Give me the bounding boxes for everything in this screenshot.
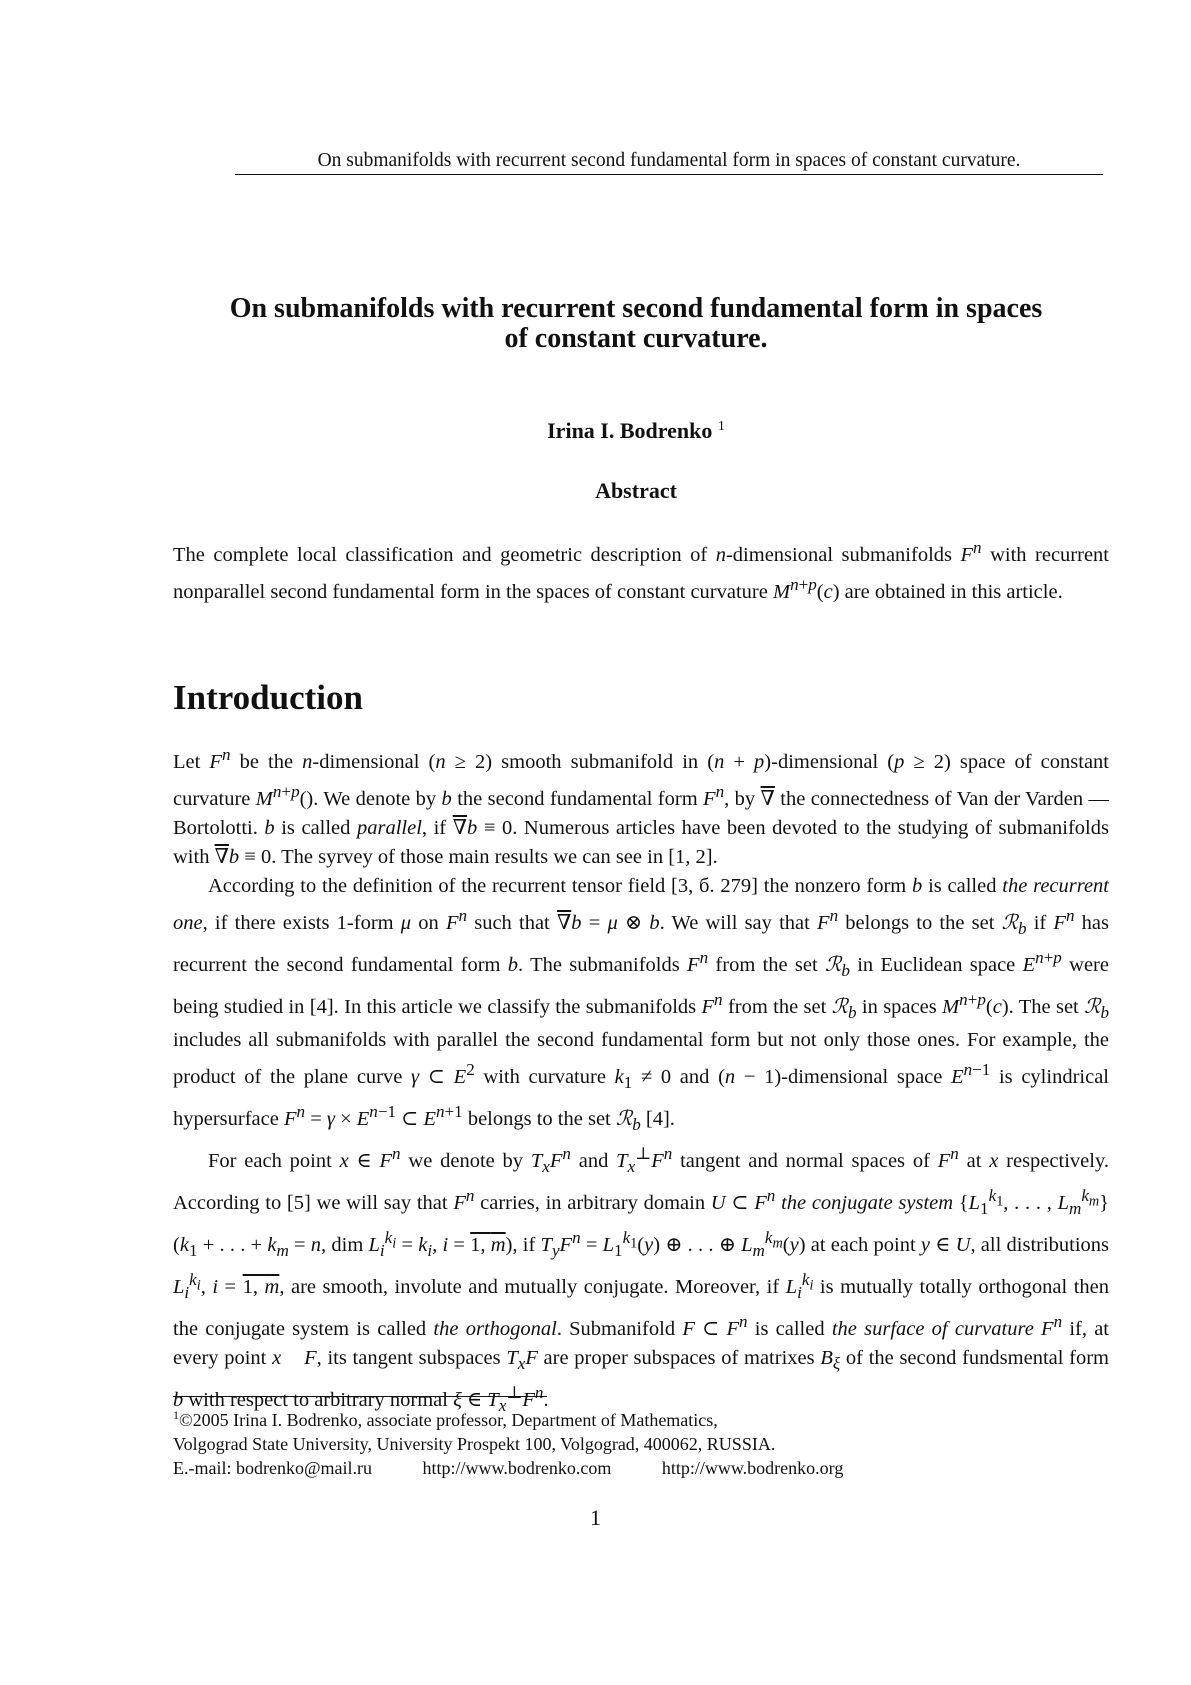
intro-paragraph-1: Let $F^n$ be the n-dimensional (n ≥ 2) smooth submanifold in (n + p)-dimensional (p ≥ 2) space of constant curvature $M^{n+p}()$. We denote by b the second fundamental form $F^n$, by ∇ the connectedness of Van der Varden — Bortolotti. b is called parallel, if ∇b ≡ 0. Numerous articles have been devoted to the studying of submanifolds with ∇b ≡ 0. The syrvey of those main results we can see in [1, 2]. [173,745,1110,868]
abstract-paragraph: The complete local classification and geometric description of n-dimensional submanifolds $F^n$ with recurrent nonparallel second fundamental form in the spaces of constant curvature $M^{n+p}(c)$ are obtained in this article. [173,538,1109,603]
footnote-line-2: Volgograd State University, University Prospekt 100, Volgograd, 400062, RUSSIA. [173,1434,776,1454]
footnote-contacts [173,1456,1109,1480]
intro-paragraph-3: For each point x ∈ $F^n$ we denote by $T_xF^n$ and $T_x^\perp F^n$ tangent and normal spaces of $F^n$ at x respectively. According to [5] we will say that $F^n$ carries, in arbitrary domain U ⊂ $F^n$ the conjugate system {$L_1^{k_1}$, . . . , $L_m^{k_m}$} ($k_1$ + . . . + $k_m = n$, dim $L_i^{k_i} = k_i$, i = 1, m), if $T_yF^n = L_1^{k_1}(y)$ ⊕ . . . ⊕ $L_m^{k_m}(y)$ at each point y ∈ U, all distributions $L_i^{k_i}$, i = 1, m, are smooth, involute and mutually conjugate. Moreover, if $L_i^{k_i}$ is mutually totally orthogonal then the conjugate system is called the orthogonal. Submanifold F ⊂ $F^n$ is called the surface of curvature $F^n$ if, at every point x F, its tangent subspaces $T_xF$ are proper subspaces of matrixes $B_\xi$ of the second fundsmental form b with respect to arbitrary normal ξ ∈ $T_x^\perp F^n$. [173,1144,1110,1415]
footnote-url-1: http://www.bodrenko.com [422,1458,612,1478]
page-number: 1 [590,1505,601,1530]
footnote-rule [173,1396,547,1397]
author-name: Irina I. Bodrenko [547,418,713,443]
abstract-heading: Abstract [595,478,677,503]
title-line-1: On submanifolds with recurrent second fundamental form in spaces [229,293,1043,324]
introduction-body [173,740,1109,1420]
paper-title [160,294,1112,354]
footnote-line-1: $^1$©2005 Irina I. Bodrenko, associate professor, Department of Mathematics, [173,1408,718,1430]
intro-paragraph-2: According to the definition of the recurrent tensor field [3, б. 279] the nonzero form b is called the recurrent one, if there exists 1-form μ on $F^n$ such that ∇b = μ ⊗ b. We will say that $F^n$ belongs to the set ℛ$_b$ if $F^n$ has recurrent the second fundamental form b. The submanifolds $F^n$ from the set ℛ$_b$ in Euclidean space $E^{n+p}$ were being studied in [4]. In this article we classify the submanifolds $F^n$ from the set ℛ$_b$ in spaces $M^{n+p}(c)$. The set ℛ$_b$ includes all submanifolds with parallel the second fundamental form but not only those ones. For example, the product of the plane curve γ ⊂ $E^2$ with curvature $k_1 \ne 0$ and (n − 1)-dimensional space $E^{n-1}$ is cylindrical hypersurface $F^n = \gamma \times E^{n-1}$ ⊂ $E^{n+1}$ belongs to the set ℛ$_b$ [4]. [173,874,1110,1135]
title-line-2: of constant curvature. [504,323,768,354]
running-head: On submanifolds with recurrent second fundamental form in spaces of constant curvature. [235,150,1103,175]
footnote [173,1403,1109,1480]
footnote-url-2: http://www.bodrenko.org [661,1458,844,1478]
author-line [160,418,1112,444]
footnote-mark: 1 [173,1408,179,1422]
section-heading: Introduction [173,678,363,717]
author-footnote-mark: 1 [717,419,725,434]
footnote-email: E.-mail: bodrenko@mail.ru [173,1458,373,1478]
